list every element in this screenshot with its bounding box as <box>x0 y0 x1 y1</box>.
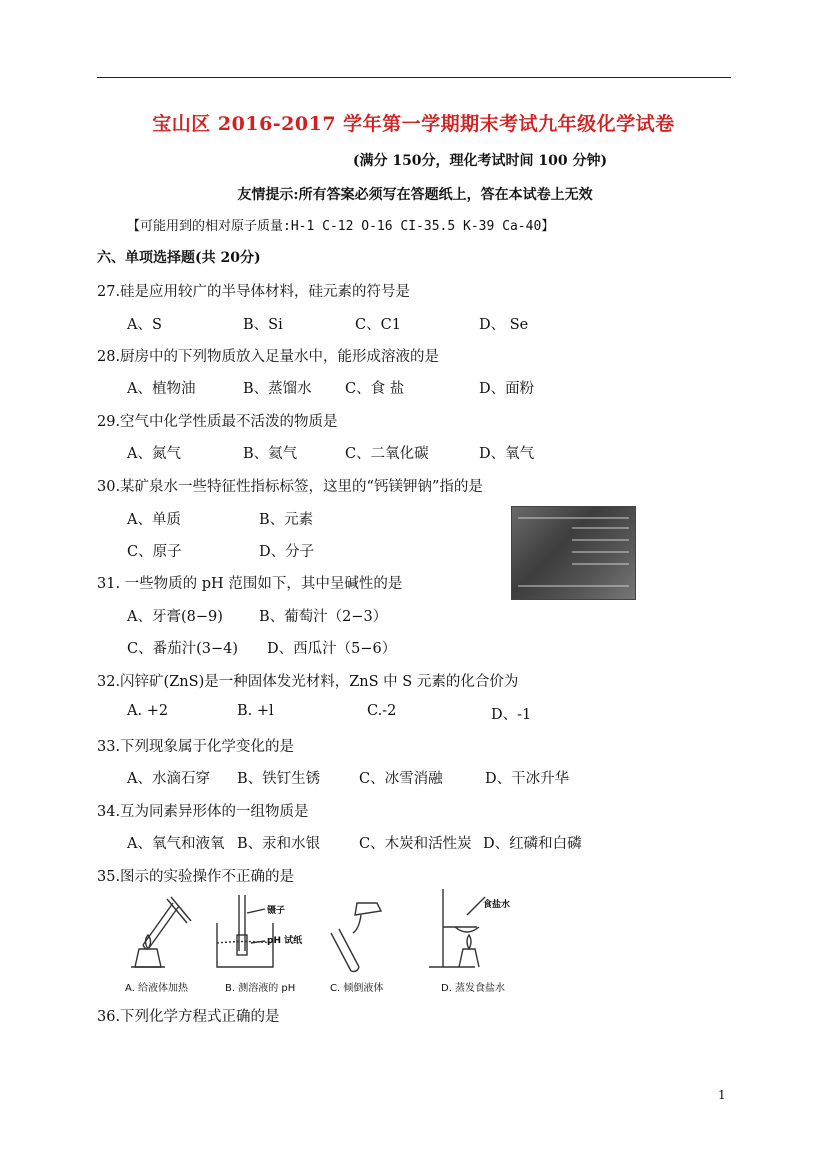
q27-option-d: D、 Se <box>479 317 529 333</box>
q30-option-c: C、原子 <box>127 544 182 560</box>
q33-option-c: C、冰雪消融 <box>359 771 443 787</box>
q29-option-d: D、氧气 <box>479 446 535 462</box>
q28-option-d: D、面粉 <box>479 381 535 397</box>
q28-option-a: A、植物油 <box>127 381 196 397</box>
q27-option-c: C、C1 <box>355 317 401 333</box>
q31-option-a: A、牙膏(8−9) <box>127 609 223 625</box>
q34-option-d: D、红磷和白磷 <box>483 836 582 852</box>
q28-option-c: C、食 盐 <box>345 381 405 397</box>
q27-option-a: A、S <box>127 317 162 333</box>
q29-option-b: B、氦气 <box>243 446 298 462</box>
q29-option-a: A、氮气 <box>127 446 181 462</box>
caption-a: A. 给液体加热 <box>125 983 189 994</box>
q31-option-c: C、番茄汁(3−4) <box>127 641 239 657</box>
notice: 友情提示:所有答案必须写在答题纸上，答在本试卷上无效 <box>237 187 593 203</box>
question-30: 30.某矿泉水一些特征性指标标签，这里的“钙镁钾钠”指的是 <box>97 479 483 495</box>
q34-option-a: A、氧气和液氧 <box>127 836 225 852</box>
question-27: 27.硅是应用较广的半导体材料，硅元素的符号是 <box>97 284 411 300</box>
ph-paper-label: pH 试纸 <box>267 936 303 946</box>
atomic-masses: 【可能用到的相对原子质量:H-1 C-12 O-16 CI-35.5 K-39 Ca-40】 <box>127 219 555 234</box>
q27-option-b: B、Si <box>243 317 283 333</box>
lab-operations-figure <box>125 885 525 997</box>
tweezers-label: 镊子 <box>267 906 286 916</box>
q32-option-a: A. +2 <box>127 703 169 719</box>
section-heading: 六、单项选择题(共 20分) <box>97 250 261 266</box>
question-29: 29.空气中化学性质最不活泼的物质是 <box>97 414 338 430</box>
question-35: 35.图示的实验操作不正确的是 <box>97 869 295 885</box>
q31-option-b: B、葡萄汁（2−3） <box>259 609 388 625</box>
question-32: 32.闪锌矿(ZnS)是一种固体发光材料，ZnS 中 S 元素的化合价为 <box>97 674 519 690</box>
caption-c: C. 倾倒液体 <box>330 983 384 994</box>
q30-option-a: A、单质 <box>127 512 181 528</box>
question-31: 31. 一些物质的 pH 范围如下，其中呈碱性的是 <box>97 576 403 592</box>
exam-subtitle: (满分 150分，理化考试时间 100 分钟) <box>352 153 608 169</box>
caption-d: D. 蒸发食盐水 <box>441 983 506 994</box>
q29-option-c: C、二氧化碳 <box>345 446 429 462</box>
question-34: 34.互为同素异形体的一组物质是 <box>97 804 309 820</box>
q34-option-b: B、汞和水银 <box>237 836 321 852</box>
q32-option-b: B. +l <box>237 703 274 719</box>
q33-option-a: A、水滴石穿 <box>127 771 210 787</box>
q31-option-d: D、西瓜汁（5−6） <box>267 641 397 657</box>
q33-option-b: B、铁钉生锈 <box>237 771 321 787</box>
header-rule <box>97 77 731 78</box>
q32-option-d: D、-1 <box>491 707 532 723</box>
q33-option-d: D、干冰升华 <box>485 771 570 787</box>
salt-water-label: 食盐水 <box>483 900 511 910</box>
q34-option-c: C、木炭和活性炭 <box>359 836 472 852</box>
page-number: 1 <box>718 1088 726 1102</box>
exam-title: 宝山区 2016-2017 学年第一学期期末考试九年级化学试卷 <box>152 113 675 135</box>
caption-b: B. 测溶液的 pH <box>225 983 296 994</box>
lab-operations-drawing <box>125 885 525 977</box>
q30-option-b: B、元素 <box>259 512 314 528</box>
question-33: 33.下列现象属于化学变化的是 <box>97 739 295 755</box>
question-28: 28.厨房中的下列物质放入足量水中，能形成溶液的是 <box>97 349 440 365</box>
q32-option-c: C.-2 <box>367 703 397 719</box>
q28-option-b: B、蒸馏水 <box>243 381 312 397</box>
mineral-water-label-photo <box>511 506 636 600</box>
q30-option-d: D、分子 <box>259 544 315 560</box>
question-36: 36.下列化学方程式正确的是 <box>97 1009 280 1025</box>
